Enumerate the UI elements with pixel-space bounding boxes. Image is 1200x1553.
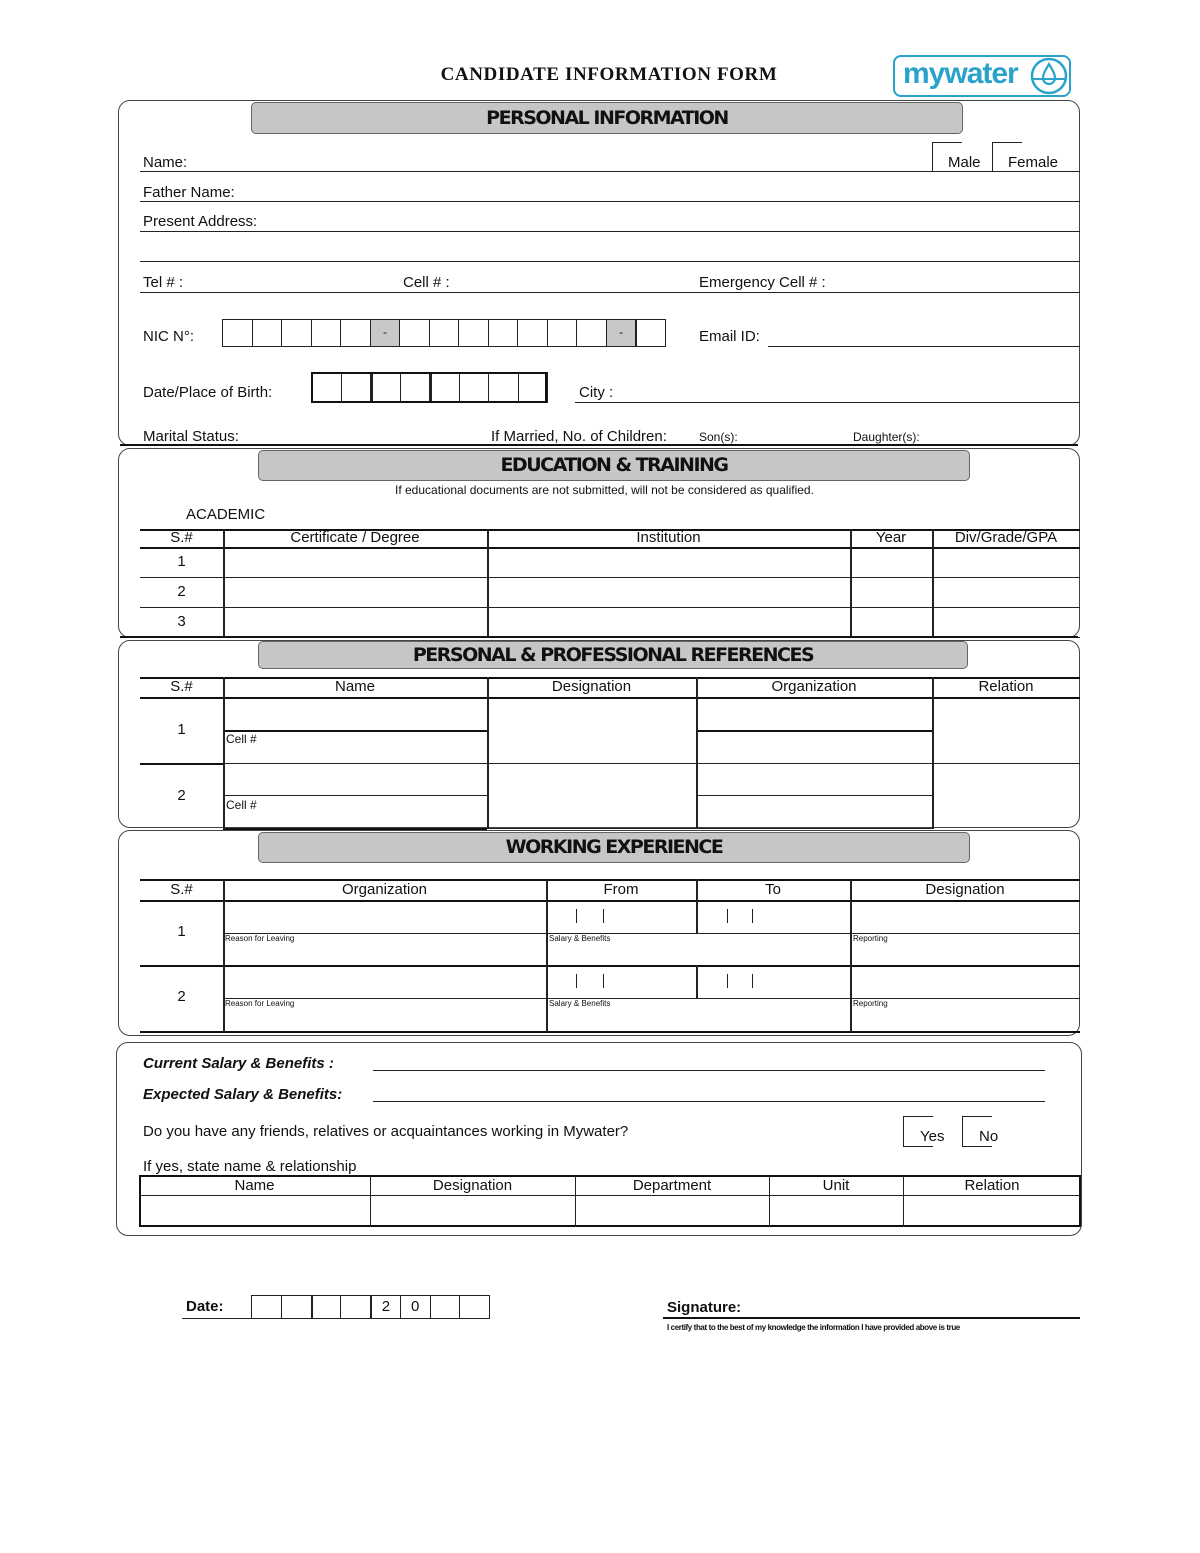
current-salary-label: Current Salary & Benefits : [143,1055,334,1072]
nic-dash: - [382,325,387,339]
relatives-col-header: Name [234,1177,275,1194]
present-address-field[interactable] [140,231,1080,232]
nic-digit-box[interactable] [429,319,460,347]
nic-digit-box[interactable] [517,319,548,347]
dob-boxes[interactable] [311,372,547,403]
marital-status-label: Marital Status: [143,428,239,445]
brand-logo [893,55,1071,97]
academic-label: ACADEMIC [186,506,266,523]
daughters-label: Daughter(s): [853,430,920,444]
nic-label: NIC N°: [143,328,194,345]
city-label: City : [579,384,614,401]
yes-label: Yes [920,1128,945,1145]
name-field[interactable] [140,171,1080,172]
nic-digit-box[interactable] [222,319,253,347]
date-digit-box[interactable] [430,1295,461,1319]
edu-row-number: 3 [177,613,186,630]
father-name-label: Father Name: [143,184,235,201]
reporting-label: Reporting [853,934,888,943]
expected-salary-label: Expected Salary & Benefits: [143,1086,343,1103]
cell-label: Cell # : [403,274,450,291]
date-label: Date: [186,1298,224,1315]
present-address-field-line2[interactable] [140,261,1080,262]
education-heading: EDUCATION & TRAINING [258,450,970,481]
edu-row-number: 2 [177,583,186,600]
nic-digit-box[interactable] [488,319,519,347]
personal-info-heading: PERSONAL INFORMATION [251,102,963,134]
city-field[interactable] [575,402,1080,403]
dob-place-label: Date/Place of Birth: [143,384,273,401]
email-field[interactable] [768,346,1080,347]
relatives-col-header: Designation [432,1177,513,1194]
female-label: Female [1008,154,1059,171]
certify-statement: I certify that to the best of my knowledge the information I have provided above is true [667,1323,960,1332]
date-prefill-digit: 2 [381,1298,391,1315]
date-tick [727,909,728,923]
no-checkbox[interactable] [962,1116,963,1146]
nic-digit-box[interactable] [252,319,283,347]
form-title: CANDIDATE INFORMATION FORM [440,64,778,85]
ref-row-number: 1 [177,721,186,738]
nic-digit-box[interactable] [576,319,607,347]
nic-digit-box[interactable] [311,319,342,347]
no-label: No [979,1128,999,1145]
date-digit-box[interactable] [459,1295,490,1319]
date-digit-box[interactable] [370,1295,401,1319]
name-label: Name: [143,154,188,171]
education-table [140,529,1080,637]
nic-digit-box[interactable] [399,319,430,347]
date-boxes[interactable] [251,1295,489,1319]
date-digit-box[interactable] [400,1295,431,1319]
reason-for-leaving-label: Reason for Leaving [225,934,295,943]
exp-col-header: From [603,881,639,898]
phone-field[interactable] [140,292,1080,293]
date-digit-box[interactable] [281,1295,312,1319]
references-table [140,677,1080,829]
date-tick [752,974,753,988]
ref-cell-label: Cell # [226,732,257,746]
nic-digit-box[interactable] [547,319,578,347]
if-married-label: If Married, No. of Children: [491,428,667,445]
exp-col-header: Organization [341,881,428,898]
exp-col-header: S.# [170,881,193,898]
ref-col-header: Relation [978,678,1034,695]
edu-row-number: 1 [177,553,186,570]
signature-field[interactable] [663,1317,1080,1319]
salary-benefits-label: Salary & Benefits [549,999,611,1008]
logo-text: mywater [903,57,1018,90]
female-checkbox[interactable] [992,142,993,172]
exp-col-header: Designation [925,881,1005,898]
signature-label: Signature: [667,1299,742,1316]
date-tick [576,974,577,988]
edu-col-header: Div/Grade/GPA [954,529,1058,546]
education-note: If educational documents are not submitted, will not be considered as qualified. [395,483,814,497]
current-salary-field[interactable] [373,1070,1045,1071]
ref-row-number: 2 [177,787,186,804]
ref-col-header: S.# [170,678,193,695]
nic-separator-box [606,319,637,347]
date-digit-box[interactable] [251,1295,282,1319]
nic-dash: - [619,325,624,339]
nic-digit-box[interactable] [458,319,489,347]
father-name-field[interactable] [140,201,1080,202]
relatives-table [139,1175,1081,1227]
ref-col-header: Name [334,678,375,695]
water-drop-icon [1027,55,1071,97]
edu-col-header: S.# [170,529,193,546]
references-heading: PERSONAL & PROFESSIONAL REFERENCES [258,641,968,669]
experience-table [140,879,1080,1032]
exp-row-number: 1 [177,923,186,940]
male-checkbox[interactable] [932,142,933,172]
email-label: Email ID: [699,328,760,345]
sons-label: Son(s): [699,430,738,444]
salary-benefits-label: Salary & Benefits [549,934,611,943]
date-tick [603,974,604,988]
ref-cell-label: Cell # [226,798,257,812]
date-prefill-digit: 0 [411,1298,420,1315]
nic-digit-box[interactable] [636,319,667,347]
date-digit-box[interactable] [311,1295,342,1319]
nic-separator-box [370,319,401,347]
relatives-col-header: Relation [964,1177,1020,1194]
date-tick [727,974,728,988]
ref-col-header: Organization [771,678,857,695]
edu-col-header: Certificate / Degree [290,529,420,546]
present-address-label: Present Address: [143,213,258,230]
date-tick [576,909,577,923]
dob-boxes-frame [311,372,547,403]
reason-for-leaving-label: Reason for Leaving [225,999,295,1008]
date-tick [752,909,753,923]
male-label: Male [948,154,981,171]
if-yes-label: If yes, state name & relationship [143,1158,357,1175]
edu-col-header: Institution [636,529,701,546]
expected-salary-field[interactable] [373,1101,1045,1102]
yes-checkbox[interactable] [903,1116,904,1146]
nic-digit-box[interactable] [281,319,312,347]
ref-col-header: Designation [551,678,632,695]
date-digit-box[interactable] [340,1295,371,1319]
reporting-label: Reporting [853,999,888,1008]
edu-col-header: Year [875,529,907,546]
experience-heading: WORKING EXPERIENCE [258,832,970,863]
acquaintances-question: Do you have any friends, relatives or acquaintances working in Mywater? [143,1123,629,1140]
exp-row-number: 2 [177,988,186,1005]
nic-digit-box[interactable] [340,319,371,347]
tel-label: Tel # : [143,274,184,291]
emergency-cell-label: Emergency Cell # : [699,274,826,291]
nic-boxes[interactable] [222,319,665,347]
relatives-col-header: Department [632,1177,712,1194]
exp-col-header: To [765,881,781,898]
relatives-col-header: Unit [822,1177,850,1194]
date-tick [603,909,604,923]
